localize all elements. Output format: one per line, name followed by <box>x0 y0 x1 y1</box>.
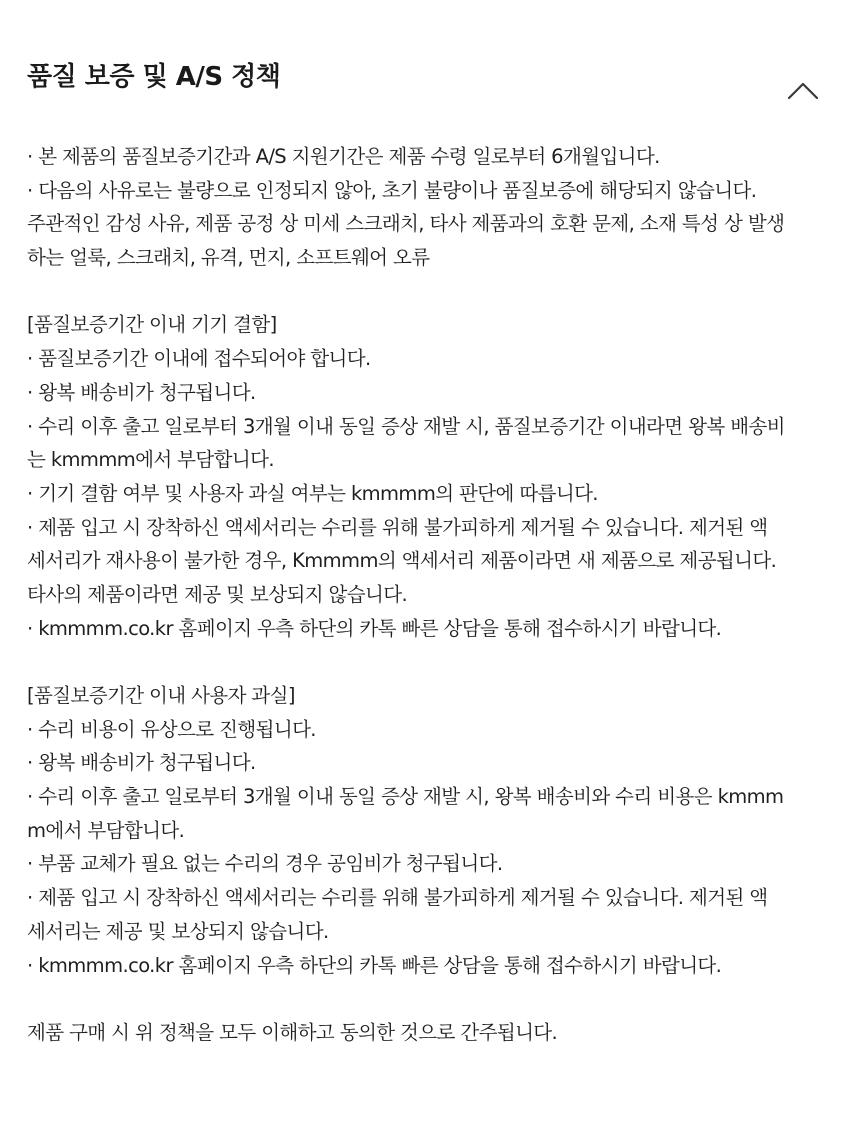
section-heading-user-fault: [품질보증기간 이내 사용자 과실] <box>27 684 295 707</box>
policy-line: · 기기 결함 여부 및 사용자 과실 여부는 kmmmm의 판단에 따릅니다. <box>27 481 598 505</box>
spacer <box>27 645 837 679</box>
policy-line: 는 kmmmm에서 부담합니다. <box>27 448 274 472</box>
policy-line: · 제품 입고 시 장착하신 액세서리는 수리를 위해 불가피하게 제거될 수 있습니다. 제거된 액 <box>27 515 768 539</box>
policy-line: · 수리 비용이 유상으로 진행됩니다. <box>27 717 316 741</box>
policy-header <box>0 0 860 120</box>
policy-line: · 품질보증기간 이내에 접수되어야 합니다. <box>27 347 371 371</box>
policy-line: · 수리 이후 출고 일로부터 3개월 이내 동일 증상 재발 시, 품질보증기간 이내라면 왕복 배송비 <box>27 414 785 438</box>
policy-line: · 제품 입고 시 장착하신 액세서리는 수리를 위해 불가피하게 제거될 수 있습니다. 제거된 액 <box>27 886 768 910</box>
policy-line: m에서 부담합니다. <box>27 818 185 842</box>
policy-line: · 부품 교체가 필요 없는 수리의 경우 공임비가 청구됩니다. <box>27 852 503 876</box>
policy-line: · 수리 이후 출고 일로부터 3개월 이내 동일 증상 재발 시, 왕복 배송비와 수리 비용은 kmmm <box>27 785 784 809</box>
policy-line: 세서리는 제공 및 보상되지 않습니다. <box>27 919 329 943</box>
policy-line: 주관적인 감성 사유, 제품 공정 상 미세 스크래치, 타사 제품과의 호환 문제, 소재 특성 상 발생 <box>27 212 785 236</box>
policy-line: 세서리가 재사용이 불가한 경우, Kmmmm의 액세서리 제품이라면 새 제품으로 제공됩니다. <box>27 549 777 573</box>
page-title: 품질 보증 및 A/S 정책 <box>27 62 281 92</box>
section-heading-defect: [품질보증기간 이내 기기 결함] <box>27 313 277 337</box>
policy-line: · kmmmm.co.kr 홈페이지 우측 하단의 카톡 빠른 상담을 통해 접수하시기 바랍니다. <box>27 616 722 640</box>
spacer <box>27 982 837 1016</box>
policy-line: 하는 얼룩, 스크래치, 유격, 먼지, 소프트웨어 오류 <box>27 246 430 270</box>
policy-line: · 왕복 배송비가 청구됩니다. <box>27 380 256 404</box>
policy-line: 타사의 제품이라면 제공 및 보상되지 않습니다. <box>27 582 408 606</box>
policy-content <box>27 140 837 1050</box>
spacer <box>27 275 837 309</box>
policy-line: · kmmmm.co.kr 홈페이지 우측 하단의 카톡 빠른 상담을 통해 접수하시기 바랍니다. <box>27 953 722 977</box>
policy-line: · 본 제품의 품질보증기간과 A/S 지원기간은 제품 수령 일로부터 6개월입니다. <box>27 145 660 168</box>
chevron-up-icon[interactable] <box>786 78 820 102</box>
policy-line: · 다음의 사유로는 불량으로 인정되지 않아, 초기 불량이나 품질보증에 해당되지 않습니다. <box>27 178 757 202</box>
footer-note: 제품 구매 시 위 정책을 모두 이해하고 동의한 것으로 간주됩니다. <box>27 1020 558 1044</box>
policy-line: · 왕복 배송비가 청구됩니다. <box>27 751 256 775</box>
